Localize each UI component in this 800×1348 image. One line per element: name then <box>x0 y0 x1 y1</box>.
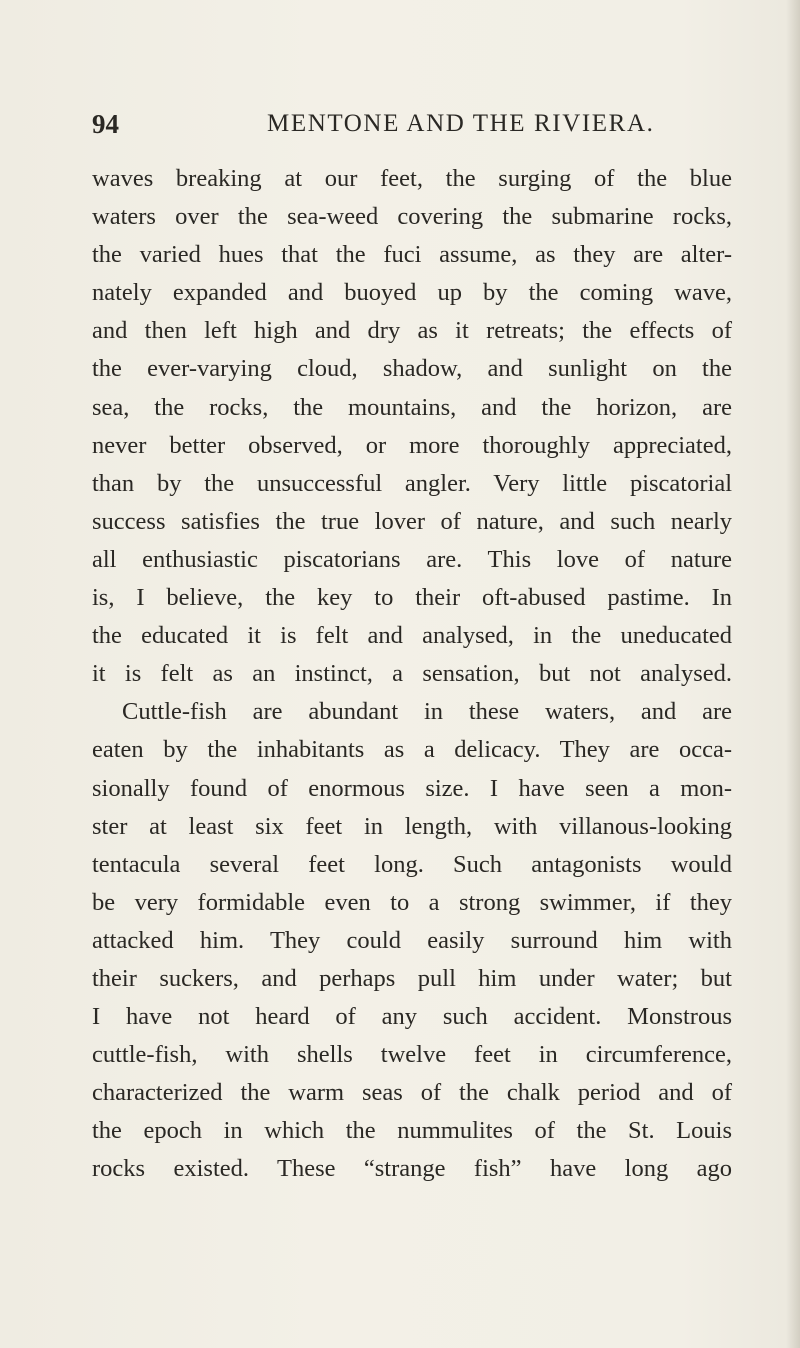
text-line: waves breaking at our feet, the surging of the blue <box>92 165 732 192</box>
text-line: and then left high and dry as it retreats; the effects of <box>92 317 732 345</box>
text-line: the varied hues that the fuci assume, as they are alter- <box>92 241 732 269</box>
text-line: ster at least six feet in length, with villanous-looking <box>92 812 732 840</box>
text-line: sionally found of enormous size. I have seen a mon- <box>92 774 732 802</box>
body-text <box>92 160 732 1189</box>
text-line: the ever-varying cloud, shadow, and sunlight on the <box>92 355 732 383</box>
text-line: is, I believe, the key to their oft-abused pastime. In <box>92 584 732 612</box>
text-line: never better observed, or more thoroughly appreciated, <box>92 431 732 459</box>
text-line: the educated it is felt and analysed, in the uneducated <box>92 622 732 650</box>
paragraph-first-line: Cuttle-fish are abundant in these waters, and are <box>122 698 732 726</box>
text-line: attacked him. They could easily surround him with <box>92 926 732 954</box>
text-line: all enthusiastic piscatorians are. This love of nature <box>92 545 732 573</box>
running-head <box>92 104 732 144</box>
text-line: tentacula several feet long. Such antagonists would <box>92 850 732 878</box>
text-line: it is felt as an instinct, a sensation, but not analysed. <box>92 660 732 688</box>
text-line: be very formidable even to a strong swimmer, if they <box>92 888 732 916</box>
page-number: 94 <box>92 109 119 139</box>
text-line: eaten by the inhabitants as a delicacy. They are occa- <box>92 736 732 764</box>
running-head-title: MENTONE AND THE RIVIERA. <box>267 110 655 137</box>
page-edge-shadow <box>786 0 800 1348</box>
text-line: waters over the sea-weed covering the submarine rocks, <box>92 203 732 231</box>
text-line: rocks existed. These “strange fish” have long ago <box>92 1155 732 1183</box>
text-line: the epoch in which the nummulites of the St. Louis <box>92 1117 732 1145</box>
text-line: their suckers, and perhaps pull him under water; but <box>92 964 732 992</box>
text-line: cuttle-fish, with shells twelve feet in circumference, <box>92 1041 732 1069</box>
text-line: success satisfies the true lover of nature, and such nearly <box>92 507 732 535</box>
text-line: sea, the rocks, the mountains, and the horizon, are <box>92 393 732 421</box>
text-line: characterized the warm seas of the chalk period and of <box>92 1079 732 1107</box>
text-line: I have not heard of any such accident. Monstrous <box>92 1003 732 1031</box>
text-line: than by the unsuccessful angler. Very little piscatorial <box>92 469 732 497</box>
text-line: nately expanded and buoyed up by the coming wave, <box>92 279 732 307</box>
